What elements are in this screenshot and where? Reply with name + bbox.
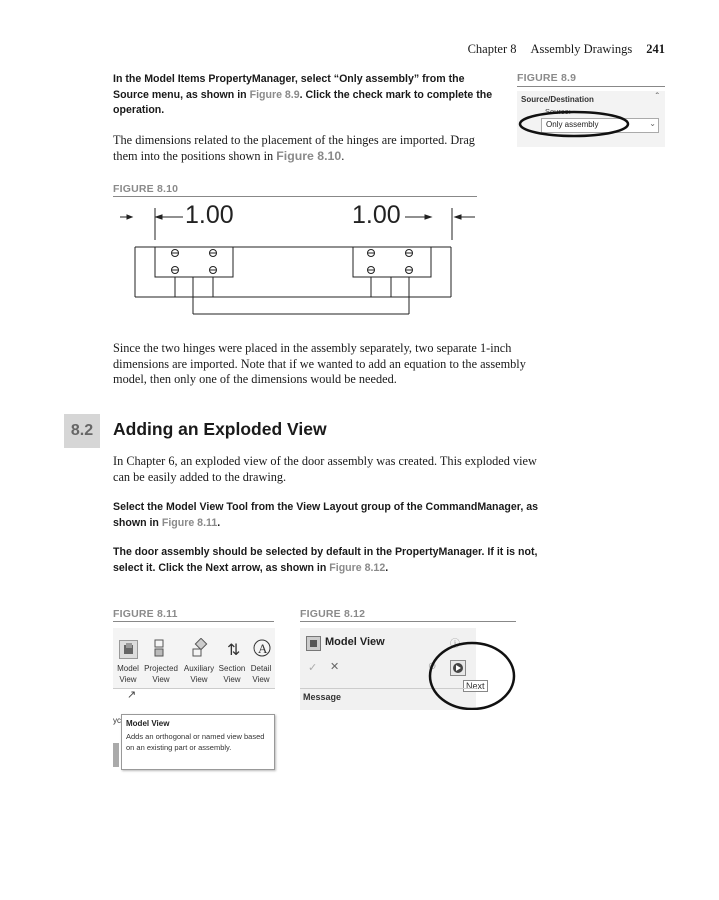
instruction-paragraph-1: In the Model Items PropertyManager, select “Only assembly” from the Source menu, as shown in Figure 8.9. Click the check mark to complete the operation.: [113, 73, 493, 116]
figure-8-10-label: FIGURE 8.10: [113, 183, 477, 197]
body-paragraph-2: The dimensions related to the placement of the hinges are imported. Drag them into the positions shown in Figure 8.10.: [113, 133, 475, 163]
tool-detail-view[interactable]: Detail View: [250, 664, 272, 684]
section-view-icon[interactable]: ⇅: [227, 642, 241, 659]
page-number: 241: [646, 42, 665, 56]
figure-8-9: [517, 72, 665, 147]
tool-projected-view[interactable]: Projected View: [144, 664, 178, 684]
body-paragraph-4: In Chapter 6, an exploded view of the door assembly was created. This exploded view can be easily added to the drawing.: [113, 454, 537, 484]
model-view-tooltip: [121, 714, 275, 770]
model-view-pm-icon: [306, 636, 321, 651]
instruction-paragraph-5: Select the Model View Tool from the View Layout group of the CommandManager, as shown in Figure 8.11.: [113, 501, 538, 529]
collapse-chevron-icon[interactable]: ˆ: [655, 92, 659, 103]
figure-link-8-11[interactable]: Figure 8.11: [161, 516, 218, 529]
panel-section-title: Source/Destination: [521, 95, 594, 104]
source-label: Source:: [545, 107, 571, 116]
hinge-dimension-drawing: [113, 198, 483, 320]
tooltip-body: Adds an orthogonal or named view based on an existing part or assembly.: [126, 732, 265, 752]
help-icon[interactable]: ⓘ: [450, 639, 460, 650]
source-destination-panel: [517, 91, 665, 147]
section-number: 8.2: [64, 414, 100, 448]
figure-label: FIGURE 8.9: [517, 72, 665, 87]
projected-view-icon[interactable]: [153, 638, 167, 658]
figure-8-11-toolbar: [113, 628, 275, 770]
tooltip-title: Model View: [126, 719, 170, 728]
instruction-paragraph-6: The door assembly should be selected by default in the PropertyManager. If it is not, select it. Click the Next arrow, as shown in Figure 8.12.: [113, 546, 538, 574]
next-highlight-circle: [428, 638, 516, 710]
next-tooltip: Next: [463, 680, 488, 692]
running-header: [468, 42, 665, 57]
chapter-label: Chapter 8: [467, 42, 517, 56]
check-icon[interactable]: ✓: [308, 662, 318, 674]
book-title: Assembly Drawings: [530, 42, 633, 56]
section-title: Adding an Exploded View: [113, 419, 327, 439]
tool-section-view[interactable]: Section View: [218, 664, 246, 684]
figure-link-8-9[interactable]: Figure 8.9: [249, 88, 300, 101]
pm-title: Model View: [325, 636, 385, 648]
tool-model-view[interactable]: Model View: [117, 664, 139, 684]
highlight-ellipse: [517, 91, 665, 147]
figure-link-8-12[interactable]: Figure 8.12: [329, 561, 386, 574]
figure-8-11-label: FIGURE 8.11: [113, 608, 274, 622]
svg-text:A: A: [258, 641, 268, 656]
tool-auxiliary-view[interactable]: Auxiliary View: [183, 664, 215, 684]
dimension-right[interactable]: 1.00: [352, 201, 401, 229]
figure-8-12-label: FIGURE 8.12: [300, 608, 516, 622]
figure-link-8-10[interactable]: Figure 8.10: [276, 148, 342, 163]
cursor-arrow-icon: ↗: [127, 689, 137, 701]
close-icon[interactable]: ✕: [330, 661, 340, 673]
body-paragraph-3: Since the two hinges were placed in the assembly separately, two separate 1-inch dimensions are imported. Note that if we wanted to add an equation to the assembly model, then only one of the dimensions would be needed.: [113, 341, 526, 386]
side-text: yc: [113, 716, 121, 725]
auxiliary-view-icon[interactable]: [191, 638, 209, 658]
message-label: Message: [303, 692, 342, 702]
figure-8-10-drawing: [113, 198, 483, 320]
figure-8-12-propertymanager: [300, 628, 516, 710]
model-view-icon[interactable]: [119, 640, 138, 659]
source-dropdown-value: Only assembly: [546, 120, 599, 129]
detail-view-icon[interactable]: [252, 638, 272, 658]
dropdown-arrow-icon: ⌄: [649, 119, 656, 128]
back-arrow-icon[interactable]: ⊖: [428, 661, 437, 672]
feature-tree-strip: [113, 743, 119, 767]
dimension-left[interactable]: 1.00: [185, 201, 234, 229]
